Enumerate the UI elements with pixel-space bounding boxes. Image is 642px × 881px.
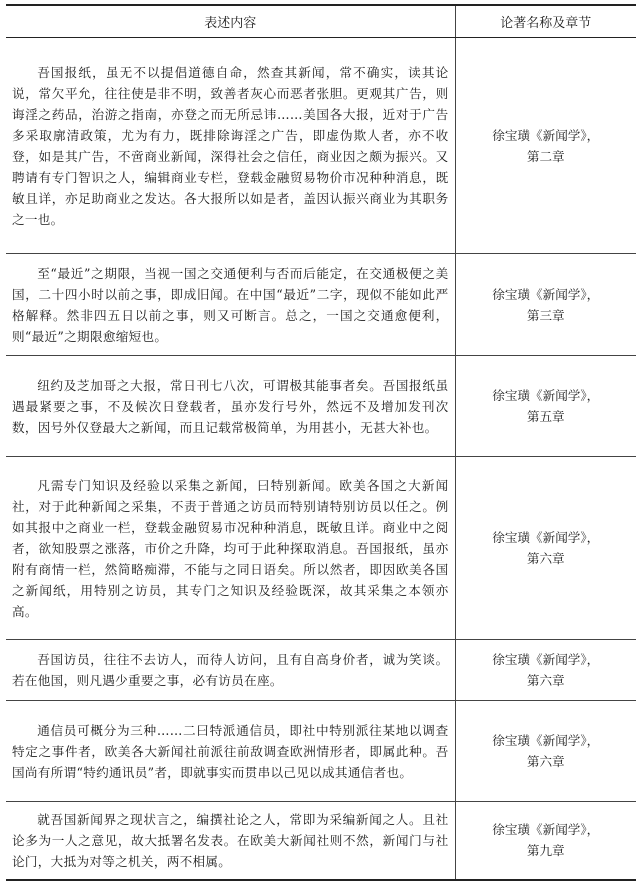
table-row xyxy=(6,802,636,880)
row-source xyxy=(455,254,636,356)
table-row xyxy=(6,640,636,701)
table-row xyxy=(6,38,636,254)
source-title: 徐宝璜《新闻学》， xyxy=(492,286,600,302)
row-source xyxy=(455,701,636,802)
table-row xyxy=(6,356,636,457)
table-row xyxy=(6,457,636,640)
source-title: 徐宝璜《新闻学》， xyxy=(492,652,600,667)
row-content: 至“最近”之期限，当视一国之交通便利与否而后能定，在交通极便之美国，二十四小时以前之事，即成旧闻。在中国“最近”二字，现似不能如此严格解释。然非四五日以前之事，则又可断言。总之，一国之交通愈便利，则“最近”之期限愈缩短也。 xyxy=(6,254,455,356)
table-header-row xyxy=(6,5,636,38)
row-content: 纽约及芝加哥之大报，常日刊七八次，可谓极其能事者矣。吾国报纸虽遇最紧要之事，不及候次日登载者，虽亦发行号外，然远不及增加发刊次数，因号外仅登最大之新闻，而且记载常极简单，为用甚小，无甚大补也。 xyxy=(6,356,455,457)
row-source xyxy=(455,38,636,254)
header-source: 论著名称及章节 xyxy=(455,5,636,38)
row-content: 吾国报纸，虽无不以提倡道德自命，然查其新闻，常不确实，读其论说，常欠平允，往往使是非不明，致善者灰心而恶者张胆。更观其广告，则诲淫之药品，治游之指南，亦登之而无所忌讳……美国各大报，近对于广告多采取廓清政策，尤为有力，既排除诲淫之广告，即虚伪欺人者，亦不收登，如是其广告，不啻商业新闻，深得社会之信任，商业因之颇为振兴。又聘请有专门智识之人，编辑商业专栏，登载金融贸易物价市况种种消息，既敏且详，亦足助商业之发达。各大报所以如是者，盖因认振兴商业为其职务之一也。 xyxy=(6,38,455,254)
table-row xyxy=(6,701,636,802)
row-source xyxy=(455,356,636,457)
row-source xyxy=(455,457,636,640)
table-row xyxy=(6,254,636,356)
row-content: 吾国访员，往往不去访人，而待人访问，且有自高身价者，诚为笑谈。若在他国，则凡遇少重要之事，必有访员在座。 xyxy=(6,640,455,701)
source-chapter: 第二章 xyxy=(526,148,565,164)
source-chapter: 第六章 xyxy=(526,551,565,566)
row-source xyxy=(455,640,636,701)
content-source-table xyxy=(6,4,636,881)
header-content: 表述内容 xyxy=(6,5,455,38)
row-source xyxy=(455,802,636,880)
source-chapter: 第五章 xyxy=(526,409,565,424)
source-title: 徐宝璜《新闻学》， xyxy=(492,127,600,143)
row-content: 通信员可概分为三种……二曰特派通信员，即社中特别派往某地以调查特定之事件者，欧美各大新闻社前派往前敌调查欧洲情形者，即属此种。吾国尚有所谓“特约通讯员”者，即就事实而贯串以己见以成其通信者也。 xyxy=(6,701,455,802)
source-title: 徐宝璜《新闻学》， xyxy=(492,388,600,403)
row-content: 就吾国新闻界之现状言之，编撰社论之人，常即为采编新闻之人。且社论多为一人之意见，故大抵署名发表。在欧美大新闻社则不然，新闻门与社论门，大抵为对等之机关，两不相属。 xyxy=(6,802,455,880)
source-chapter: 第九章 xyxy=(526,843,565,859)
source-title: 徐宝璜《新闻学》， xyxy=(492,822,600,838)
source-title: 徐宝璜《新闻学》， xyxy=(492,530,600,545)
source-chapter: 第六章 xyxy=(526,754,565,769)
source-chapter: 第三章 xyxy=(526,307,565,323)
source-title: 徐宝璜《新闻学》， xyxy=(492,733,600,748)
source-chapter: 第六章 xyxy=(526,673,565,688)
row-content: 凡需专门知识及经验以采集之新闻，曰特别新闻。欧美各国之大新闻社，对于此种新闻之采集，不责于普通之访员而特别请特别访员以任之。例如其报中之商业一栏，登载金融贸易市况种种消息，既敏且详。商业中之阅者，欲知股票之涨落，市价之升降，均可于此种探取消息。吾国报纸，虽亦附有商情一栏，然简略痴滞，不能与之同日语矣。所以然者，即因欧美各国之新闻纸，用特别之访员，其专门之知识及经验既深，故其采集之本领亦高。 xyxy=(6,457,455,640)
